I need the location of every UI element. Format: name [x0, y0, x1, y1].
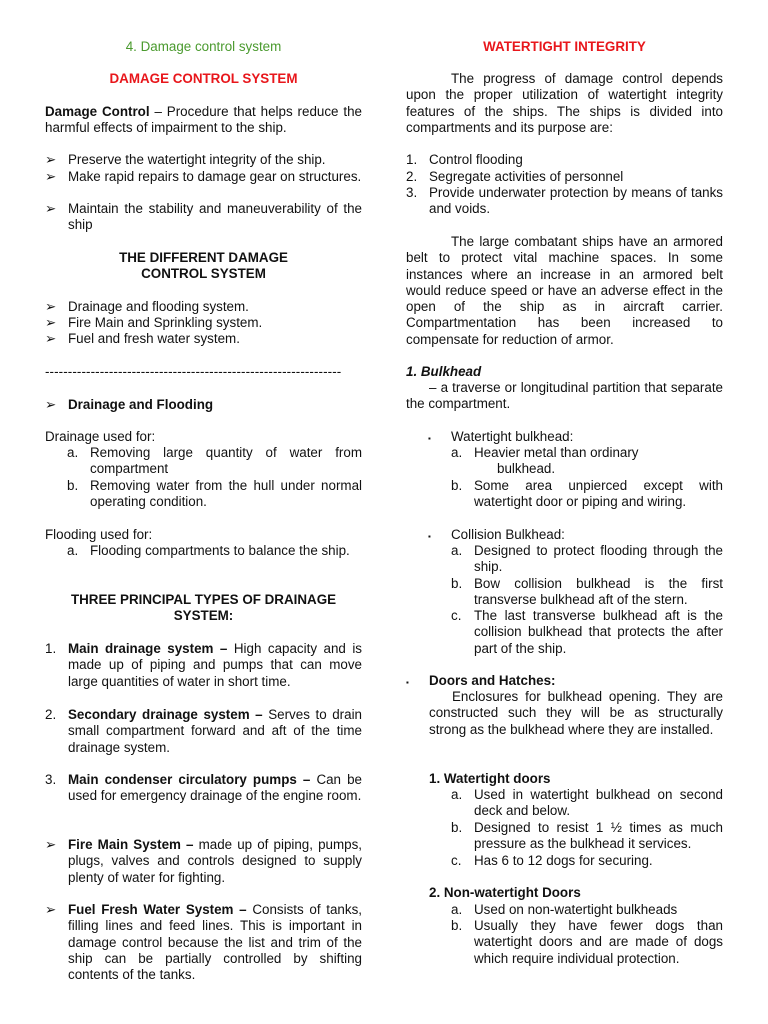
- bullet-text: Drainage and flooding system.: [68, 299, 249, 314]
- list-item: [406, 787, 723, 820]
- list-item: [406, 918, 723, 967]
- item-text: Used on non-watertight bulkheads: [474, 902, 678, 917]
- item-text: Some area unpierced except with watertight door or piping and wiring.: [474, 478, 723, 510]
- arrow-bullet-icon: ➢: [45, 397, 57, 412]
- item-marker: a.: [451, 902, 463, 917]
- list-item: [45, 543, 362, 559]
- item-text: Removing water from the hull under normal operating condition.: [90, 478, 362, 510]
- list-item: [406, 576, 723, 609]
- non-watertight-doors-heading: 2. Non-watertight Doors: [429, 885, 581, 900]
- item-bold-term: Fuel Fresh Water System –: [68, 902, 247, 917]
- list-item: [45, 331, 362, 347]
- list-item: [45, 641, 362, 690]
- section-heading: 4. Damage control system: [125, 39, 282, 54]
- item-marker: a.: [451, 787, 463, 802]
- item-marker: c.: [451, 853, 462, 868]
- list-item: [45, 478, 362, 511]
- item-bold-term: Fire Main System –: [68, 837, 194, 852]
- item-marker: b.: [67, 478, 79, 493]
- item-marker: a.: [67, 445, 79, 460]
- item-marker: b.: [451, 918, 463, 933]
- list-item: [45, 902, 362, 983]
- watertight-doors-heading: 1. Watertight doors: [429, 771, 551, 786]
- square-bullet-icon: ▪: [428, 434, 431, 443]
- item-text: Has 6 to 12 dogs for securing.: [474, 853, 653, 868]
- square-bullet-icon: ▪: [406, 678, 409, 687]
- list-item: [406, 429, 723, 445]
- list-item: [406, 902, 723, 918]
- item-description: Serves to drain small compartment forward and aft of the time drainage system.: [68, 707, 363, 755]
- list-item: [406, 527, 723, 543]
- arrow-bullet-icon: ➢: [45, 837, 57, 852]
- item-text: The last transverse bulkhead aft is the collision bulkhead that protects the after part of the ship.: [474, 608, 723, 656]
- list-item: [45, 837, 362, 886]
- item-marker: 3.: [45, 772, 57, 787]
- definition-term: Damage Control: [45, 104, 150, 119]
- damage-control-definition: [45, 104, 362, 137]
- item-text: Provide underwater protection by means of tanks and voids.: [429, 185, 723, 217]
- list-item: [406, 152, 723, 168]
- item-marker: b.: [451, 478, 463, 493]
- watertight-integrity-title: WATERTIGHT INTEGRITY: [483, 39, 646, 54]
- item-text: [68, 902, 362, 983]
- definition-text: – Procedure that helps reduce the harmful effects of impairment to the ship.: [45, 104, 362, 136]
- item-text: Removing large quantity of water from compartment: [90, 445, 362, 477]
- item-text: Used in watertight bulkhead on second deck and below.: [474, 787, 723, 819]
- item-marker: c.: [451, 608, 462, 623]
- item-bold-term: Secondary drainage system –: [68, 707, 263, 722]
- bulkhead-definition: – a traverse or longitudinal partition that separate the compartment.: [406, 380, 723, 412]
- item-marker: 1.: [45, 641, 57, 656]
- different-systems-title: THE DIFFERENT DAMAGE CONTROL SYSTEM: [119, 250, 288, 282]
- three-types-title: THREE PRINCIPAL TYPES OF DRAINAGE SYSTEM:: [70, 592, 337, 624]
- list-item: [45, 299, 362, 315]
- arrow-bullet-icon: ➢: [45, 169, 57, 184]
- square-bullet-icon: ▪: [428, 532, 431, 541]
- bullet-text: Fire Main and Sprinkling system.: [68, 315, 263, 330]
- item-marker: a.: [451, 543, 463, 558]
- item-marker: 2.: [45, 707, 57, 722]
- arrow-bullet-icon: ➢: [45, 201, 57, 216]
- list-item: [45, 152, 362, 168]
- list-item: [45, 201, 362, 234]
- item-text: Usually they have fewer dogs than watertight doors and are made of dogs which require individual protection.: [474, 918, 723, 966]
- watertight-bulkhead-label: Watertight bulkhead:: [451, 429, 574, 444]
- arrow-bullet-icon: ➢: [45, 315, 57, 330]
- item-text: Control flooding: [429, 152, 523, 167]
- item-bold-term: Main drainage system –: [68, 641, 228, 656]
- bulkhead-heading: 1. Bulkhead: [406, 364, 482, 379]
- list-item: [406, 608, 723, 657]
- item-marker: 3.: [406, 185, 418, 200]
- item-marker: b.: [451, 576, 463, 591]
- item-description: Consists of tanks, filling lines and feed lines. This is important in damage control because the list and trim of the ship can be partially controlled by shifting contents of the tanks.: [68, 902, 362, 983]
- arrow-bullet-icon: ➢: [45, 299, 57, 314]
- item-description: High capacity and is made up of piping and pumps that can move large quantities of water in short time.: [68, 641, 362, 689]
- list-item: [406, 478, 723, 511]
- item-text: Heavier metal than ordinary: [474, 445, 639, 460]
- item-text: Segregate activities of personnel: [429, 169, 624, 184]
- item-marker: 1.: [406, 152, 418, 167]
- arrow-bullet-icon: ➢: [45, 331, 57, 346]
- drainage-used-label: Drainage used for:: [45, 429, 156, 444]
- item-marker: a.: [451, 445, 463, 460]
- list-item: [45, 397, 362, 413]
- damage-control-title: DAMAGE CONTROL SYSTEM: [109, 71, 298, 86]
- doors-hatches-heading: Doors and Hatches:: [429, 673, 556, 688]
- item-description: made up of piping, pumps, plugs, valves and controls designed to supply plenty of water for fighting.: [68, 837, 363, 885]
- list-item: [45, 315, 362, 331]
- arrow-bullet-icon: ➢: [45, 902, 57, 917]
- drainage-flooding-heading: Drainage and Flooding: [68, 397, 214, 412]
- item-text: [68, 772, 362, 805]
- list-item: [45, 445, 362, 478]
- doors-hatches-text: Enclosures for bulkhead opening. They are constructed such they will be as structurally strong as the bulkhead where they are installed.: [429, 689, 723, 737]
- list-item: [406, 169, 723, 185]
- item-bold-term: Main condenser circulatory pumps –: [68, 772, 311, 787]
- list-item: [45, 772, 362, 805]
- list-item: [406, 820, 723, 853]
- list-item: [406, 445, 723, 478]
- bullet-text: Maintain the stability and maneuverability of the ship: [68, 201, 362, 233]
- list-item: [45, 707, 362, 756]
- item-text: Flooding compartments to balance the ship.: [90, 543, 350, 558]
- flooding-used-label: Flooding used for:: [45, 527, 153, 542]
- bullet-text: Fuel and fresh water system.: [68, 331, 240, 346]
- list-item: [406, 853, 723, 869]
- item-description: Can be used for emergency drainage of the engine room.: [68, 772, 362, 804]
- section-separator: -----------------------------------------------------------------: [45, 364, 342, 379]
- item-text: [68, 837, 362, 886]
- list-item: [406, 185, 723, 218]
- bullet-text: Preserve the watertight integrity of the ship.: [68, 152, 326, 167]
- item-text-continued: bulkhead.: [497, 461, 556, 477]
- list-item: [45, 169, 362, 185]
- item-text: Designed to resist 1 ½ times as much pressure as the bulkhead it services.: [474, 820, 723, 852]
- bullet-text: Make rapid repairs to damage gear on structures.: [68, 169, 362, 184]
- intro-paragraph: The progress of damage control depends upon the proper utilization of watertight integrity features of the ships. The ships is divided into compartments and its purpose are:: [406, 71, 723, 135]
- item-text: Bow collision bulkhead is the first transverse bulkhead aft of the stern.: [474, 576, 723, 608]
- list-item: [406, 543, 723, 576]
- item-marker: 2.: [406, 169, 418, 184]
- list-item: [406, 673, 723, 689]
- arrow-bullet-icon: ➢: [45, 152, 57, 167]
- item-text: Designed to protect flooding through the ship.: [474, 543, 723, 575]
- item-marker: a.: [67, 543, 79, 558]
- collision-bulkhead-label: Collision Bulkhead:: [451, 527, 565, 542]
- item-text: [68, 707, 362, 756]
- item-marker: b.: [451, 820, 463, 835]
- item-text: [68, 641, 362, 690]
- armor-paragraph: The large combatant ships have an armored belt to protect vital machine spaces. In some instances where an increase in an armored belt would reduce speed or have an adverse effect in the open of the ship as in aircraft carrier. Compartmentation has been increased to compensate for reduction of armor.: [406, 234, 723, 347]
